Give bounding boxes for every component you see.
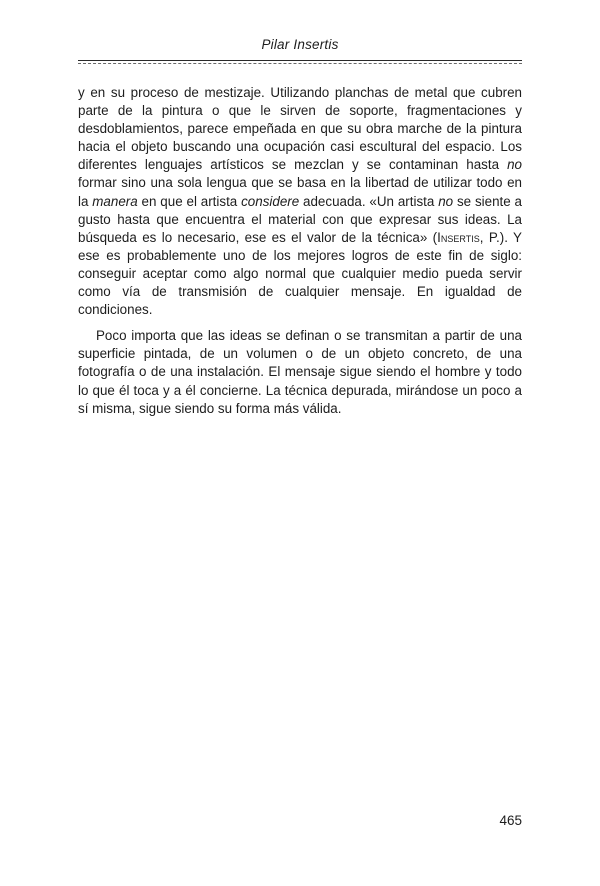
paragraph-1-text-2: formar sino una sola lengua que se basa en la libertad de utilizar todo en la	[78, 175, 522, 209]
paragraph-1-italic-3: considere	[241, 193, 300, 209]
paragraph-1-text-6: , P.). Y ese es probablemente uno de los mejores logros de este fin de siglo: conseguir aceptar como algo normal que cualquier medio pueda servir como vía de transmisión de cualquier mensaje. En igualdad de condiciones.	[78, 229, 522, 318]
paragraph-1-text-1: y en su proceso de mestizaje. Utilizando planchas de metal que cubren parte de la pintura o que le sirven de soporte, fragmentaciones y desdoblamientos, parece empeñada en que su obra marche de la pintura hacia el objeto buscando una ocupación casi escultural del espacio. Los diferentes lenguajes artísticos se mezclan y se contaminan hasta	[78, 85, 522, 173]
paragraph-1-italic-2: manera	[92, 193, 138, 209]
paragraph-1-text-4: adecuada. «Un artista	[299, 193, 439, 209]
citation-author: Insertis	[437, 229, 480, 245]
header-rule	[78, 60, 522, 61]
page-number: 465	[499, 813, 522, 828]
body-text	[78, 84, 522, 418]
paragraph-1	[78, 84, 522, 319]
paragraph-1-italic-1: no	[507, 157, 522, 173]
running-header-title: Pilar Insertis	[261, 37, 339, 52]
header-rule-secondary	[78, 63, 522, 64]
paragraph-1-text-3: en que el artista	[137, 193, 242, 209]
paragraph-1-text-5: se siente a gusto hasta que encuentra el material con que expresar sus ideas. La búsqueda es lo necesario, ese es el valor de la técnica» (	[78, 193, 522, 245]
paragraph-1-italic-4: no	[438, 193, 454, 209]
paragraph-2: Poco importa que las ideas se definan o se transmitan a partir de una superficie pintada, de un volumen o de un objeto concreto, de una fotografía o de una instalación. El mensaje sigue siendo el hombre y todo lo que él toca y a él concierne. La técnica depurada, mirándose un poco a sí misma, sigue siendo su forma más válida.	[78, 328, 522, 416]
